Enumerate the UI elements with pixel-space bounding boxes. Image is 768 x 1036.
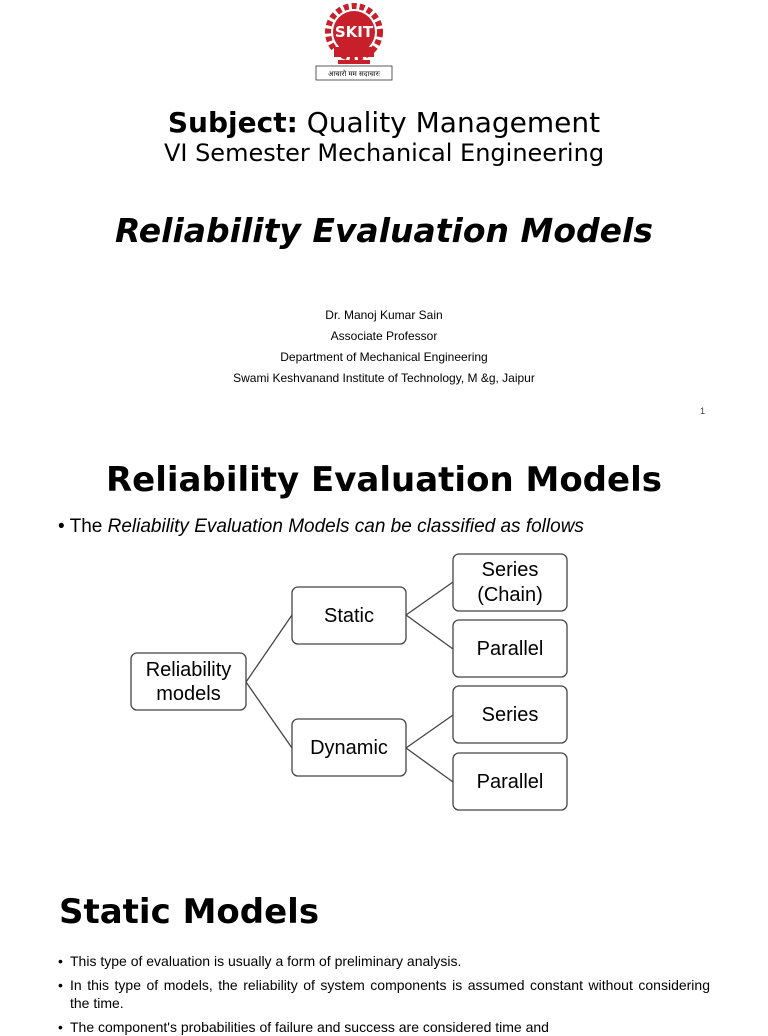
node-dynamic-parallel bbox=[453, 753, 567, 810]
classification-tree bbox=[0, 545, 768, 825]
edge-static-series bbox=[406, 582, 453, 615]
static-bullet-3 bbox=[58, 1018, 710, 1036]
classification-bullet bbox=[58, 514, 584, 540]
node-root-line1: Reliability bbox=[145, 659, 232, 681]
bullet-italic-text: Reliability Evaluation Models can be classified as follows bbox=[107, 516, 584, 537]
subject-value: Quality Management bbox=[297, 106, 601, 139]
author-department: Department of Mechanical Engineering bbox=[280, 350, 488, 364]
edge-root-dynamic bbox=[246, 682, 292, 748]
node-series-chain-line2: (Chain) bbox=[477, 584, 543, 606]
node-reliability-models bbox=[131, 653, 246, 710]
slide2-title: Reliability Evaluation Models bbox=[106, 460, 662, 500]
page-number: 1 bbox=[700, 406, 706, 416]
skit-logo bbox=[314, 2, 394, 82]
logo-tagline: आचारो मम सदाचारः bbox=[328, 70, 380, 78]
static-bullet-1-text: This type of evaluation is usually a form of preliminary analysis. bbox=[70, 953, 462, 969]
static-bullet-3-text: The component's probabilities of failure and success are considered time and bbox=[70, 1019, 549, 1035]
node-dynamic-label: Dynamic bbox=[310, 737, 388, 759]
edge-root-static bbox=[246, 615, 292, 682]
subject-line bbox=[0, 106, 768, 140]
node-series-chain bbox=[453, 554, 567, 611]
bullet-dot: • bbox=[58, 953, 63, 969]
node-static bbox=[292, 587, 406, 644]
edge-static-parallel bbox=[406, 615, 453, 649]
slide1-title: Reliability Evaluation Models bbox=[115, 211, 653, 250]
node-static-parallel-label: Parallel bbox=[476, 638, 544, 660]
bullet-dot: • bbox=[58, 977, 63, 993]
node-dynamic-series bbox=[453, 686, 567, 743]
logo-text: SKIT bbox=[334, 23, 374, 41]
node-series-chain-line1: Series bbox=[481, 559, 539, 581]
node-root-line2: models bbox=[156, 683, 221, 705]
bullet-dot: • bbox=[58, 1019, 63, 1035]
subject-label: Subject: bbox=[167, 106, 298, 139]
bullet-dot: • bbox=[58, 516, 65, 537]
static-bullet-2-text: In this type of models, the reliability of system components is assumed constant without considering the time. bbox=[70, 977, 710, 1011]
node-static-parallel bbox=[453, 620, 567, 677]
bullet-prefix: The bbox=[69, 516, 108, 537]
node-dynamic bbox=[292, 719, 406, 776]
edge-dynamic-parallel bbox=[406, 748, 453, 782]
semester-line: VI Semester Mechanical Engineering bbox=[163, 139, 605, 167]
static-bullet-2 bbox=[58, 976, 710, 1012]
slide3-title: Static Models bbox=[59, 892, 320, 932]
node-dynamic-series-label: Series bbox=[481, 704, 539, 726]
node-static-label: Static bbox=[323, 605, 375, 627]
edge-dynamic-series bbox=[406, 715, 453, 748]
node-dynamic-parallel-label: Parallel bbox=[476, 771, 544, 793]
author-designation: Associate Professor bbox=[330, 329, 438, 343]
static-bullet-1 bbox=[58, 952, 710, 970]
author-name: Dr. Manoj Kumar Sain bbox=[325, 308, 443, 322]
author-institute: Swami Keshvanand Institute of Technology, M &g, Jaipur bbox=[233, 371, 535, 385]
